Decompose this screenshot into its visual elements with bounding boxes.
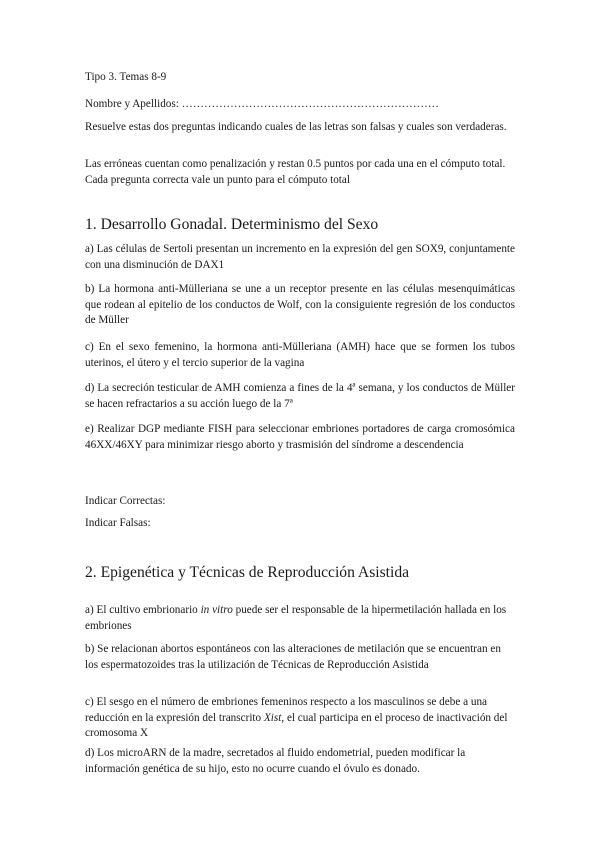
q1-option-b: b) La hormona anti-Mülleriana se une a un receptor presente en las células mesenquimáticas que rodean al epitelio de los conductos de Wolf, con la consiguiente regresión de los conductos de Müller — [85, 283, 515, 326]
q2-a-text-start: a) El cultivo embrionario — [85, 604, 201, 616]
q2-c-italic: Xist — [263, 711, 282, 724]
q2-option-d: d) Los microARN de la madre, secretados al fluido endometrial, pueden modificar la información genética de su hijo, esto no ocurre cuando el óvulo es donado. — [85, 747, 466, 775]
exam-type: Tipo 3. Temas 8-9 — [85, 71, 167, 83]
penalty-note: Las erróneas cuentan como penalización y restan 0.5 puntos por cada una en el cómputo total. Cada pregunta correcta vale un punto para el cómputo total — [85, 158, 506, 186]
q1-option-a: a) Las células de Sertoli presentan un incremento en la expresión del gen SOX9, conjuntamente con una disminución de DAX1 — [85, 243, 515, 271]
q1-option-e: e) Realizar DGP mediante FISH para seleccionar embriones portadores de carga cromosómica 46XX/46XY para minimizar riesgo aborto y trasmisión del síndrome a descendencia — [85, 423, 515, 451]
q2-c-text-start: c) El sesgo en el número de embriones femeninos respecto a los masculinos se debe a una reducción en la expresión del transcrito — [85, 696, 488, 724]
q2-option-c — [85, 695, 515, 742]
correct-answers-label: Indicar Correctas: — [85, 495, 166, 507]
name-field-label: Nombre y Apellidos: …………………………………………………………… — [85, 98, 439, 110]
q1-option-d: d) La secreción testicular de AMH comienza a fines de la 4ª semana, y los conductos de Müller se hacen refractarios a su acción luego de la 7ª — [85, 382, 515, 410]
q2-a-text-end: puede ser el responsable de la hipermetilación hallada en los embriones — [85, 604, 507, 632]
q1-option-c: c) En el sexo femenino, la hormona anti-Mülleriana (AMH) hace que se formen los tubos uterinos, el útero y el tercio superior de la vagina — [85, 341, 515, 369]
q2-option-b: b) Se relacionan abortos espontáneos con las alteraciones de metilación que se encuentran en los espermatozoides tras la utilización de Técnicas de Reproducción Asistida — [85, 643, 501, 671]
question-1-title: 1. Desarrollo Gonadal. Determinismo del Sexo — [85, 216, 379, 233]
q2-c-text-end: , el cual participa en el proceso de inactivación del cromosoma X — [85, 711, 508, 739]
q2-a-italic: in vitro — [200, 604, 233, 616]
q2-option-a — [85, 603, 515, 634]
instructions: Resuelve estas dos preguntas indicando cuales de las letras son falsas y cuales son verdaderas. — [85, 121, 507, 133]
question-2-title: 2. Epigenética y Técnicas de Reproducción Asistida — [85, 564, 410, 581]
false-answers-label: Indicar Falsas: — [85, 517, 151, 529]
